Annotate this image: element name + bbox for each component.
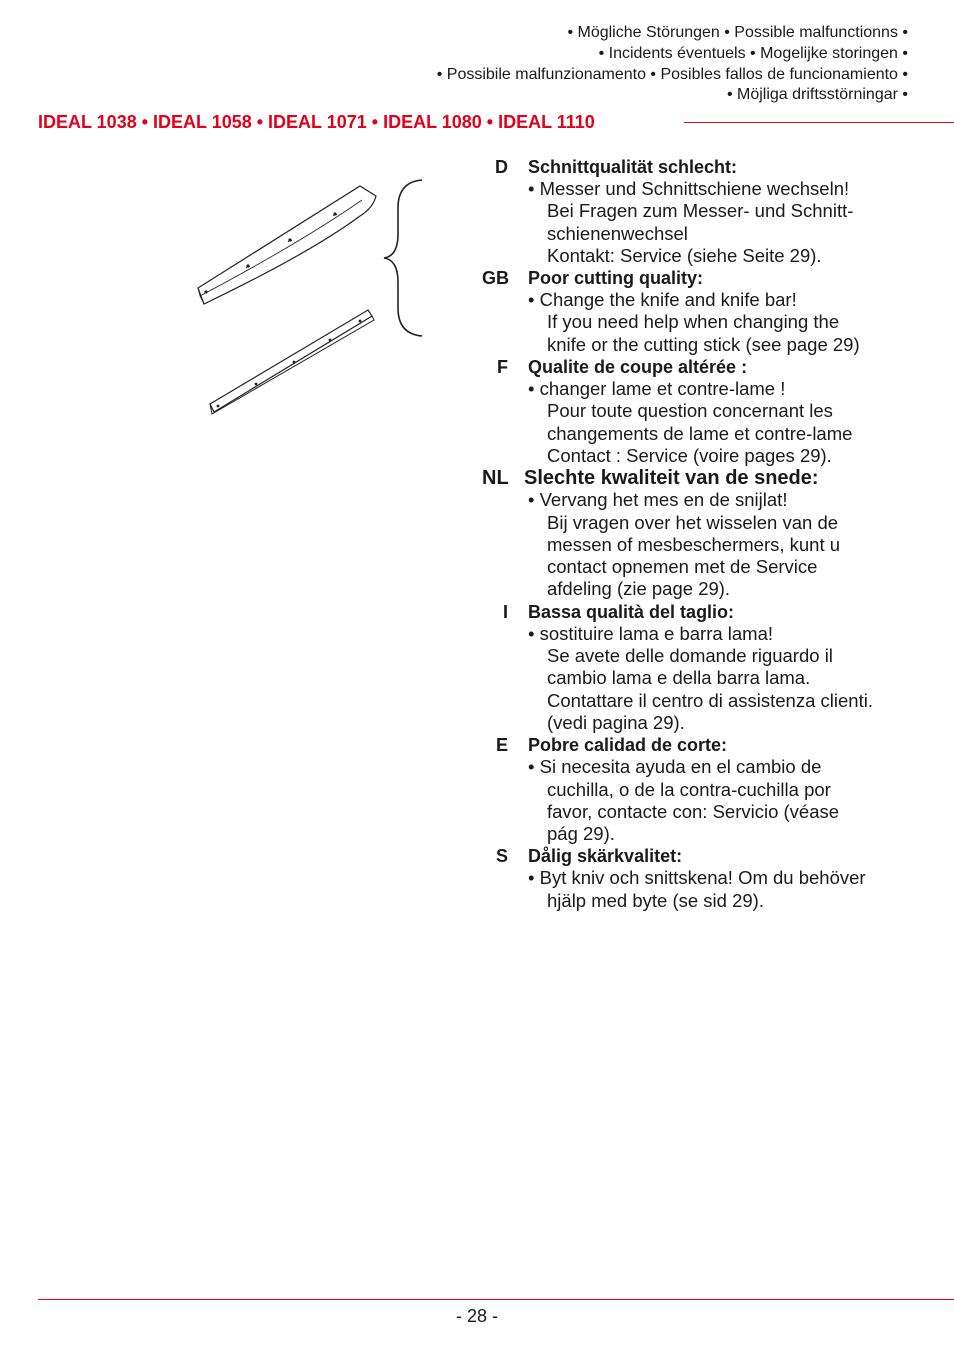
body-line: pág 29). (547, 823, 615, 845)
body-line: • Change the knife and knife bar! (528, 289, 797, 311)
section-f (482, 356, 922, 467)
body-line: changements de lame et contre-lame (547, 422, 853, 444)
body-line: • changer lame et contre-lame ! (528, 378, 786, 400)
body-line: messen of mesbeschermers, kunt u (547, 533, 841, 555)
body-line: Contattare il centro di assistenza clienti. (547, 689, 873, 711)
section-d (482, 156, 922, 267)
body-line: Contact : Service (voire pages 29). (547, 444, 832, 466)
section-s (482, 845, 922, 912)
body-line: knife or the cutting stick (see page 29) (547, 333, 860, 355)
section-title: Qualite de coupe altérée : (528, 357, 748, 378)
section-gb (482, 267, 922, 356)
lang-code: GB (482, 268, 509, 289)
header-line-1: • Mögliche Störungen • Possible malfunctionns • (567, 24, 908, 41)
lang-code: I (502, 601, 508, 622)
body-line: Se avete delle domande riguardo il (547, 645, 833, 667)
page-number: - 28 - (455, 1306, 498, 1326)
footer-rule (38, 1299, 954, 1300)
body-line: Bei Fragen zum Messer- und Schnitt- (547, 200, 854, 222)
malfunction-list (482, 156, 922, 912)
body-line: • sostituire lama e barra lama! (528, 622, 774, 644)
body-line: • Si necesita ayuda en el cambio de (528, 756, 822, 778)
section-e (482, 734, 922, 845)
knife-figure (190, 168, 440, 428)
body-line: • Byt kniv och snittskena! Om du behöver (528, 867, 866, 889)
body-line: cambio lama e della barra lama. (547, 667, 811, 689)
body-line: Pour toute question concernant les (547, 400, 833, 422)
header-line-3: • Possibile malfunzionamento • Posibles fallos de funcionamiento • (436, 66, 908, 83)
body-line: hjälp med byte (se sid 29). (547, 889, 764, 911)
header-line-4: • Möjliga driftsstörningar • (726, 86, 908, 103)
body-line: schienenwechsel (547, 222, 688, 244)
body-line: cuchilla, o de la contra-cuchilla por (547, 778, 831, 800)
section-i (482, 601, 922, 734)
knife-illustration-icon (190, 168, 440, 428)
section-title: Pobre calidad de corte: (528, 735, 728, 756)
header-line-2: • Incidents éventuels • Mogelijke storingen • (598, 45, 908, 62)
body-line: afdeling (zie page 29). (547, 578, 731, 600)
lang-code: F (497, 357, 508, 378)
section-title: Bassa qualità del taglio: (528, 601, 735, 622)
body-line: • Messer und Schnittschiene wechseln! (528, 178, 850, 199)
section-title: Dålig skärkvalitet: (528, 846, 683, 867)
title-rule (684, 122, 954, 123)
body-line: Bij vragen over het wisselen van de (547, 511, 839, 533)
body-line: contact opnemen met de Service (547, 556, 818, 578)
section-nl (482, 467, 922, 600)
body-line: (vedi pagina 29). (547, 711, 685, 733)
section-title: Poor cutting quality: (528, 268, 703, 289)
section-title: Slechte kwaliteit van de snede: (524, 467, 819, 490)
body-line: If you need help when changing the (547, 311, 840, 333)
body-line: • Vervang het mes en de snijlat! (528, 489, 788, 511)
body-line: favor, contacte con: Servicio (véase (547, 800, 840, 822)
lang-code: D (495, 157, 508, 177)
body-line: Kontakt: Service (siehe Seite 29). (547, 244, 822, 266)
model-title: IDEAL 1038 • IDEAL 1058 • IDEAL 1071 • IDEAL 1080 • IDEAL 1110 (38, 112, 595, 132)
lang-code: S (495, 846, 508, 867)
lang-code: E (495, 735, 508, 756)
lang-code: NL (482, 467, 509, 490)
section-title: Schnittqualität schlecht: (528, 157, 738, 177)
